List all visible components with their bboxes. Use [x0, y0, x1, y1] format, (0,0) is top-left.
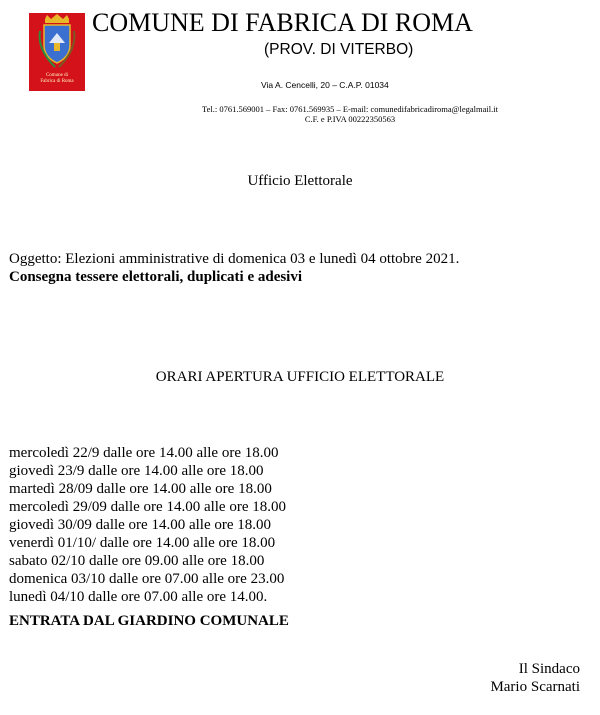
subject-detail: Consegna tessere elettorali, duplicati e adesivi: [9, 269, 303, 285]
schedule-item: sabato 02/10 dalle ore 09.00 alle ore 18.00: [9, 553, 265, 569]
schedule-list: [9, 444, 286, 606]
crest-caption-line2: Fabrica di Roma: [40, 79, 74, 84]
opening-hours-heading: ORARI APERTURA UFFICIO ELETTORALE: [155, 369, 445, 385]
schedule-item: giovedì 30/09 dalle ore 14.00 alle ore 18.00: [9, 517, 272, 533]
coat-of-arms-logo: [29, 13, 85, 91]
signature-block: [490, 660, 580, 696]
schedule-item: venerdì 01/10/ dalle ore 14.00 alle ore 18.00: [9, 535, 276, 551]
schedule-item: mercoledì 29/09 dalle ore 14.00 alle ore 18.00: [9, 499, 286, 515]
province-label: (PROV. DI VITERBO): [264, 41, 414, 58]
tax-code-line: C.F. e P.IVA 00222350563: [304, 114, 396, 124]
signature-name: Mario Scarnati: [490, 679, 580, 695]
municipality-title: COMUNE DI FABRICA DI ROMA: [92, 8, 473, 37]
schedule-item: domenica 03/10 dalle ore 07.00 alle ore 23.00: [9, 571, 285, 587]
entrance-notice: ENTRATA DAL GIARDINO COMUNALE: [9, 613, 289, 629]
schedule-item: lunedì 04/10 dalle ore 07.00 alle ore 14.00.: [9, 589, 268, 605]
office-heading: Ufficio Elettorale: [247, 173, 353, 189]
schedule-item: martedì 28/09 dalle ore 14.00 alle ore 18.00: [9, 481, 272, 497]
contacts-line: Tel.: 0761.569001 – Fax: 0761.569935 – E-mail: comunedifabricadiroma@legalmail.it: [202, 104, 498, 114]
schedule-item: giovedì 23/9 dalle ore 14.00 alle ore 18.00: [9, 463, 264, 479]
schedule-item: mercoledì 22/9 dalle ore 14.00 alle ore 18.00: [9, 445, 279, 461]
address-line: Via A. Cencelli, 20 – C.A.P. 01034: [261, 80, 389, 90]
contact-block: [140, 104, 560, 124]
subject-line: Oggetto: Elezioni amministrative di domenica 03 e lunedì 04 ottobre 2021.: [9, 251, 460, 267]
signature-role: Il Sindaco: [518, 661, 580, 677]
crest-caption-line1: Comune di: [45, 73, 69, 78]
